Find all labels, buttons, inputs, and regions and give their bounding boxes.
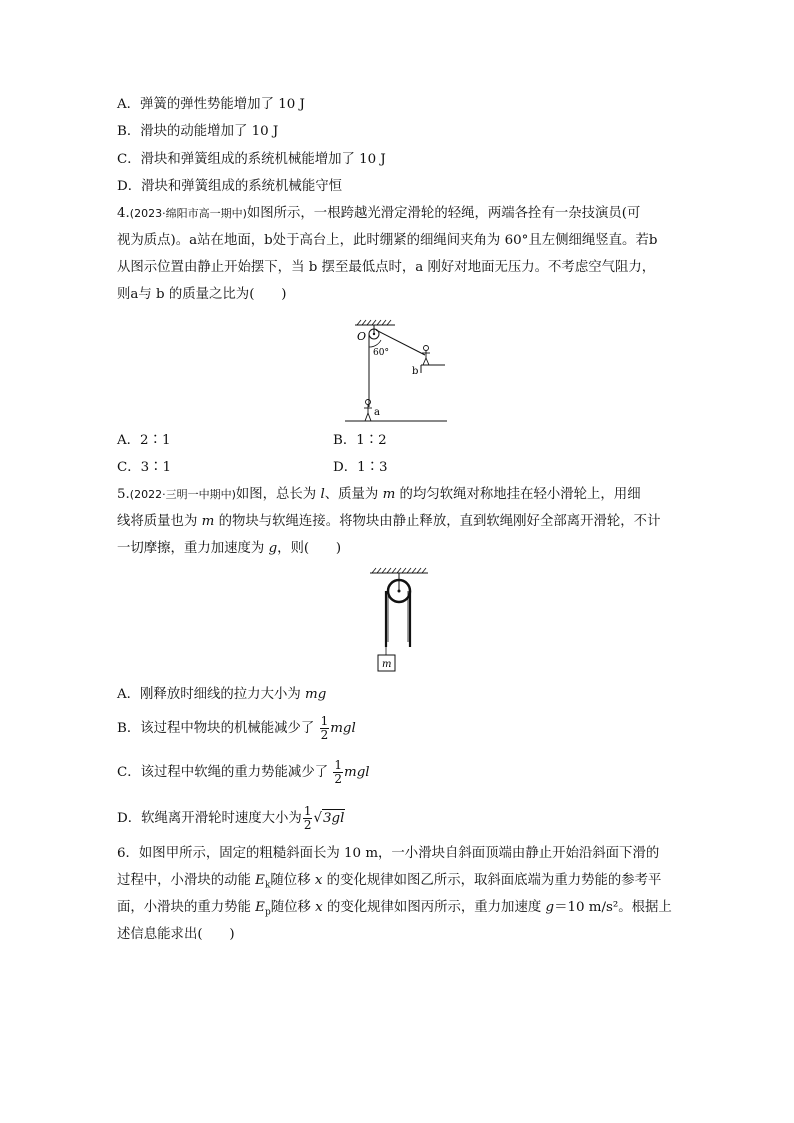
q6-ek-sub: k: [264, 880, 271, 891]
q5-option-d: [117, 805, 345, 832]
q6-text2c: 的变化规律如图乙所示，取斜面底端为重力势能的参考平: [322, 873, 662, 888]
q5-line3: [117, 540, 341, 558]
q5-option-a: [117, 686, 326, 704]
q5-text3a: 一切摩擦，重力加速度为: [117, 541, 269, 556]
q6-ep: E: [255, 900, 265, 915]
q5-number: 5.: [117, 487, 130, 502]
frac-den: 2: [303, 818, 312, 832]
q4-line4: 则a与 b 的质量之比为( ): [117, 287, 287, 302]
q5-option-a-expr: mg: [305, 687, 327, 702]
q4-option-b: B．1∶2: [333, 433, 387, 448]
q5-option-c: [117, 759, 370, 786]
q5-var-m2: m: [201, 514, 215, 529]
q6-var-x: x: [314, 873, 323, 888]
q5-var-g: g: [268, 541, 278, 556]
q5-text1b: 、质量为: [324, 487, 383, 502]
q4-line2: 视为质点)。a站在地面，b处于高台上，此时绷紧的细绳间夹角为 60°且左侧细绳竖直。若b: [117, 233, 658, 248]
prev-option-b: B．滑块的动能增加了 10 J: [117, 124, 279, 139]
fraction-half: [333, 759, 343, 786]
q4-number: 4.: [117, 206, 130, 221]
q5-line1: [117, 486, 641, 504]
q4-option-d: D．1∶3: [333, 460, 388, 475]
q6-text3c: 的变化规律如图丙所示，重力加速度: [322, 900, 546, 915]
performer-b-figure: [422, 346, 430, 366]
q6-ep-sub: p: [264, 907, 271, 918]
q4-source: (2023·绵阳市高一期中): [129, 207, 247, 220]
frac-den: 2: [334, 772, 343, 786]
q4-figure: [345, 315, 455, 427]
sqrt-symbol: √: [313, 811, 323, 826]
sqrt-radicand: 3gl: [323, 811, 345, 826]
frac-num: 1: [303, 804, 312, 818]
q6-text3a: 面，小滑块的重力势能: [117, 900, 256, 915]
frac-num: 1: [334, 758, 343, 772]
q5-figure: [365, 567, 435, 677]
q5-text3b: ，则( ): [277, 541, 342, 556]
q4-label-o: O: [357, 330, 367, 343]
q4-option-a: A．2∶1: [117, 433, 171, 448]
q4-line1: [117, 205, 640, 223]
prev-option-d: D．滑块和弹簧组成的系统机械能守恒: [117, 179, 342, 194]
q6-ek: E: [255, 873, 265, 888]
q6-line1: 6．如图甲所示，固定的粗糙斜面长为 10 m，一小滑块自斜面顶端由静止开始沿斜面下滑的: [117, 846, 660, 861]
q5-var-l: l: [320, 487, 325, 502]
q6-text2a: 过程中，小滑块的动能: [117, 873, 256, 888]
q5-option-c-text: C．该过程中软绳的重力势能减少了: [117, 765, 333, 780]
q6-var-g: g: [545, 900, 555, 915]
q6-line3: [117, 899, 672, 922]
q6-text3b: 随位移: [270, 900, 316, 915]
q4-option-c: C．3∶1: [117, 460, 172, 475]
prev-option-a: A．弹簧的弹性势能增加了 10 J: [117, 97, 305, 112]
q5-source: (2022·三明一中期中): [129, 488, 236, 501]
fraction-half: [303, 805, 313, 832]
q5-var-m: m: [382, 487, 396, 502]
q4-label-angle: 60°: [373, 348, 389, 358]
q4-line3: 从图示位置由静止开始摆下，当 b 摆至最低点时，a 刚好对地面无压力。不考虑空气阻力，: [117, 260, 656, 275]
q5-option-b: [117, 715, 356, 742]
q6-line2: [117, 872, 661, 895]
q5-option-a-text: A．刚释放时细线的拉力大小为: [117, 687, 306, 702]
q6-text2b: 随位移: [270, 873, 315, 888]
frac-num: 1: [320, 714, 329, 728]
q5-text2a: 线将质量也为: [117, 514, 202, 529]
frac-den: 2: [320, 728, 329, 742]
q6-var-x2: x: [315, 900, 323, 915]
q5-text2b: 的物块与软绳连接。将物块由静止释放，直到软绳刚好全部离开滑轮，不计: [214, 514, 661, 529]
q4-text1: 如图所示，一根跨越光滑定滑轮的轻绳，两端各拴有一杂技演员(可: [246, 206, 641, 221]
q5-label-m: m: [382, 659, 392, 670]
q5-option-b-text: B．该过程中物块的机械能减少了: [117, 721, 319, 736]
q5-text1a: 如图，总长为: [235, 487, 321, 502]
prev-option-c: C．滑块和弹簧组成的系统机械能增加了 10 J: [117, 152, 386, 167]
q5-line2: [117, 513, 660, 531]
q5-text1c: 的均匀软绳对称地挂在轻小滑轮上，用细: [395, 487, 641, 502]
q6-text3d: ＝10 m/s²。根据上: [554, 900, 672, 915]
q4-label-a: a: [374, 407, 380, 418]
q5-option-b-expr: mgl: [330, 721, 356, 736]
q4-label-b: b: [412, 366, 419, 377]
performer-a-figure: [364, 400, 372, 422]
q5-option-c-expr: mgl: [344, 765, 370, 780]
fraction-half: [320, 715, 330, 742]
q5-option-d-text: D．软绳离开滑轮时速度大小为: [117, 811, 302, 826]
q6-line4: 述信息能求出( ): [117, 927, 235, 942]
